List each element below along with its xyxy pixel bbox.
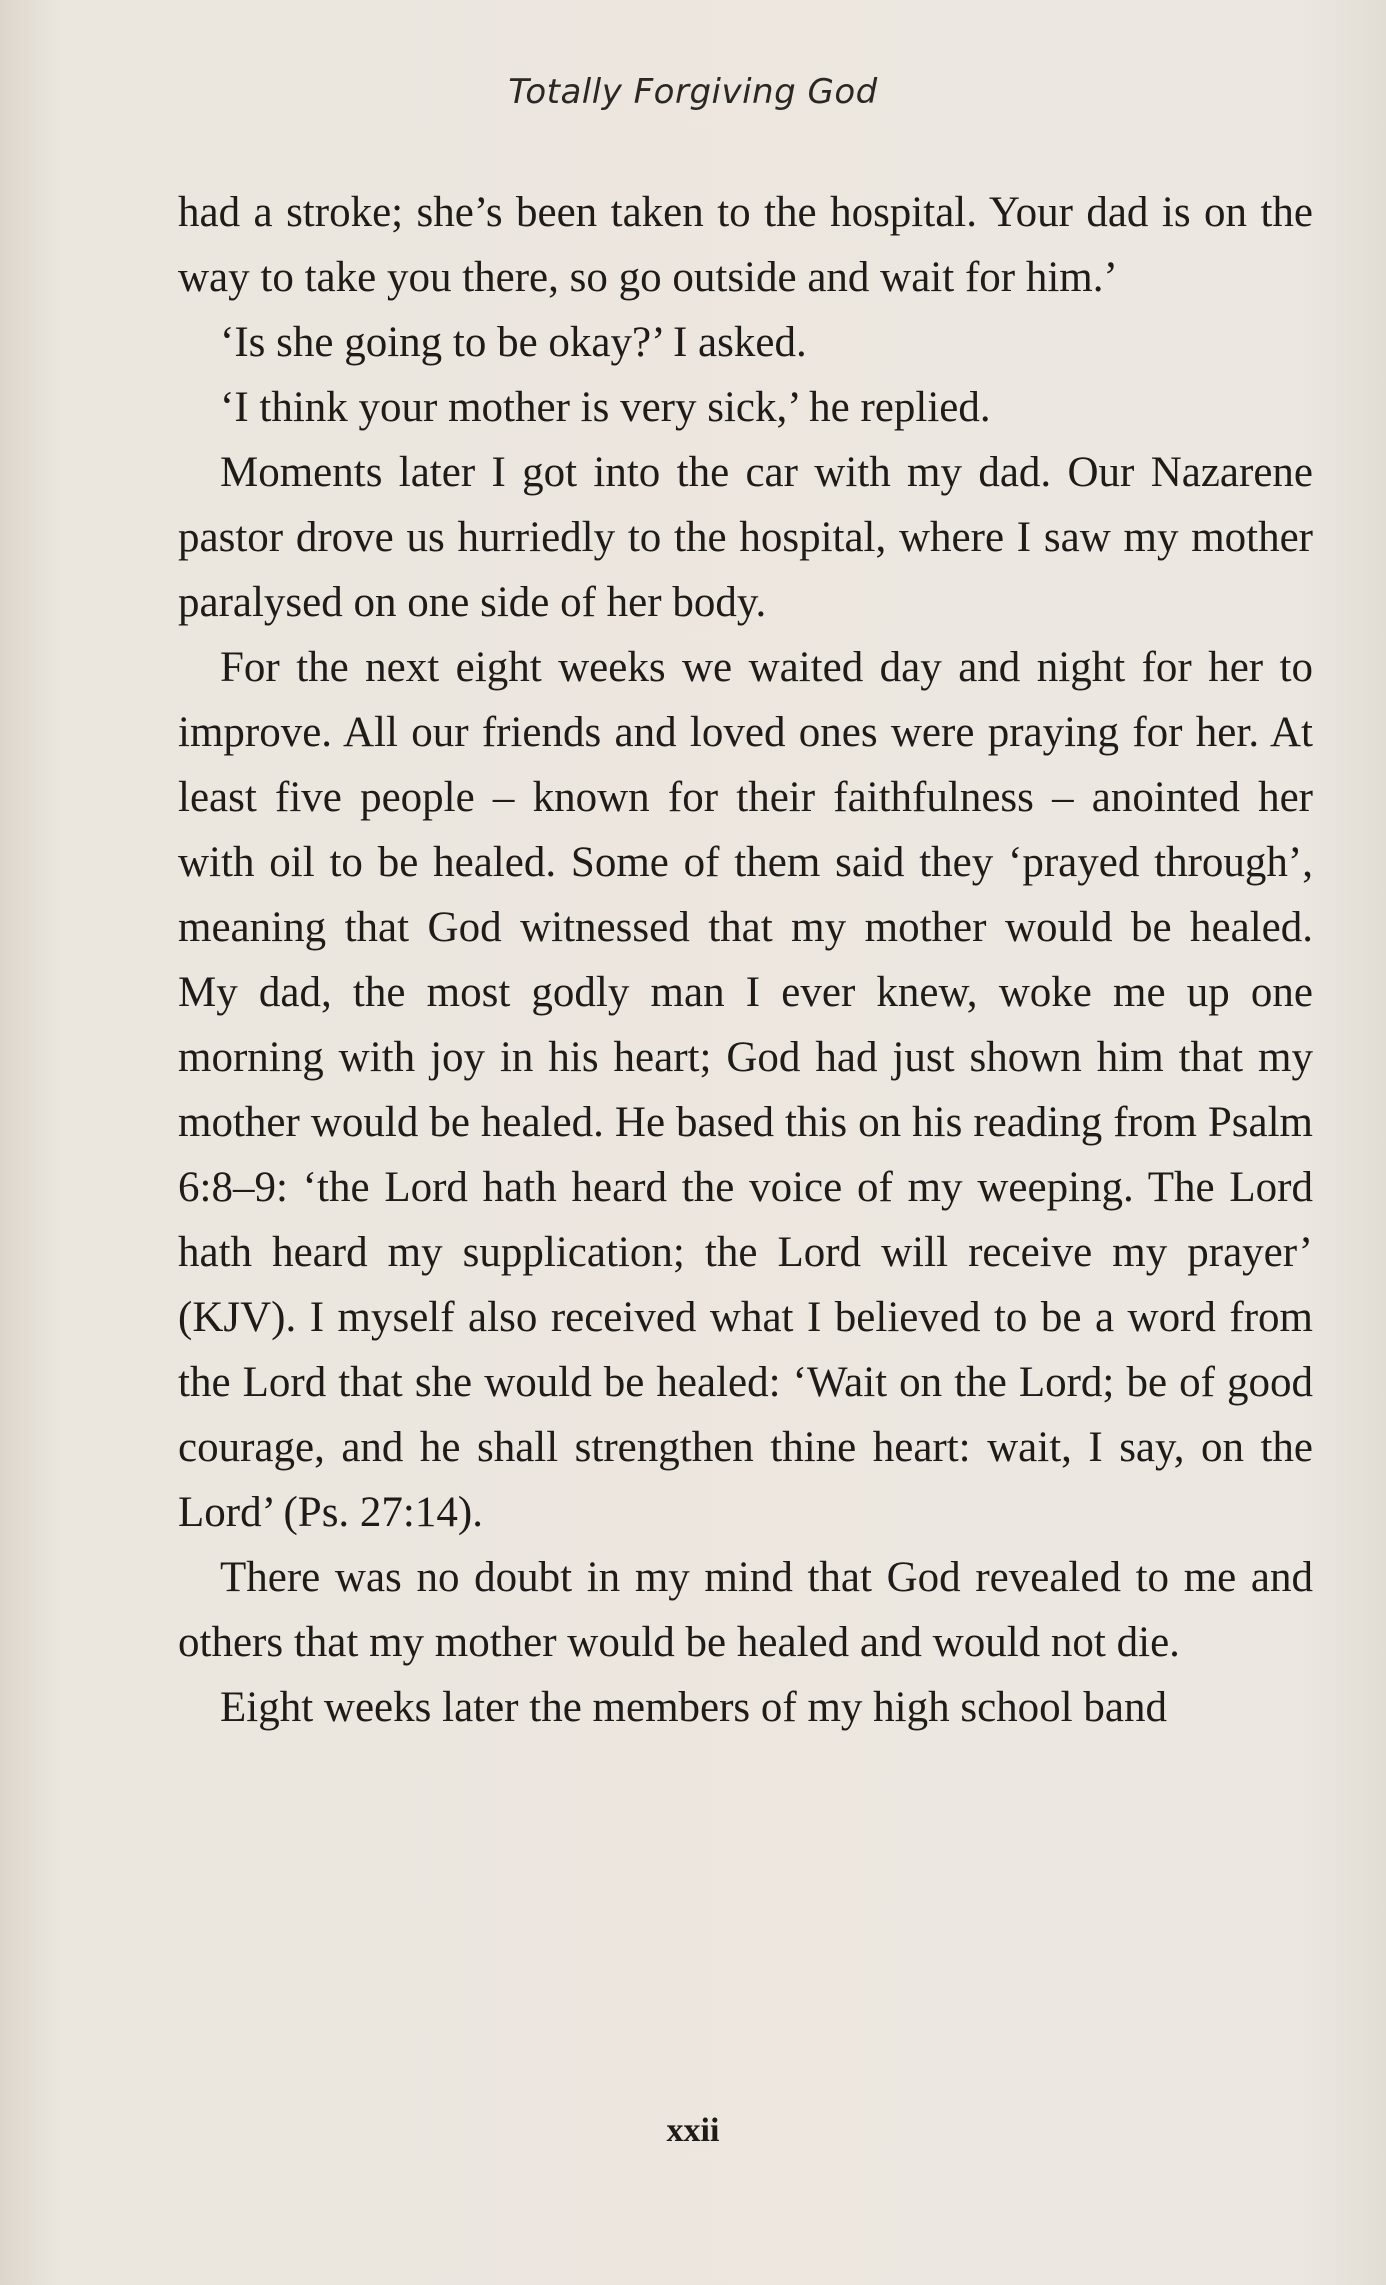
body-text	[178, 180, 1313, 1740]
running-head: Totally Forgiving God	[508, 72, 878, 112]
paragraph: ‘Is she going to be okay?’ I asked.	[220, 319, 807, 366]
paragraph: There was no doubt in my mind that God revealed to me and others that my mother would be healed and would not die.	[178, 1554, 1313, 1666]
paragraph: had a stroke; she’s been taken to the hospital. Your dad is on the way to take you there, so go outside and wait for him.’	[178, 189, 1313, 301]
paragraph: Moments later I got into the car with my dad. Our Nazarene pastor drove us hurriedly to the hospital, where I saw my mother paralysed on one side of her body.	[178, 449, 1313, 626]
paragraph: For the next eight weeks we waited day and night for her to improve. All our friends and loved ones were praying for her. At least five people – known for their faithfulness – anointed her with oil to be healed. Some of them said they ‘prayed through’, meaning that God witnessed that my mother would be healed. My dad, the most godly man I ever knew, woke me up one morning with joy in his heart; God had just shown him that my mother would be healed. He based this on his reading from Psalm 6:8–9: ‘the Lord hath heard the voice of my weeping. The Lord hath heard my supplication; the Lord will receive my prayer’ (KJV). I myself also received what I believed to be a word from the Lord that she would be healed: ‘Wait on the Lord; be of good courage, and he shall strengthen thine heart: wait, I say, on the Lord’ (Ps. 27:14).	[178, 644, 1313, 1536]
page-number: xxii	[666, 2112, 720, 2149]
paragraph: Eight weeks later the members of my high school band	[220, 1684, 1167, 1731]
paragraph: ‘I think your mother is very sick,’ he replied.	[220, 384, 991, 431]
